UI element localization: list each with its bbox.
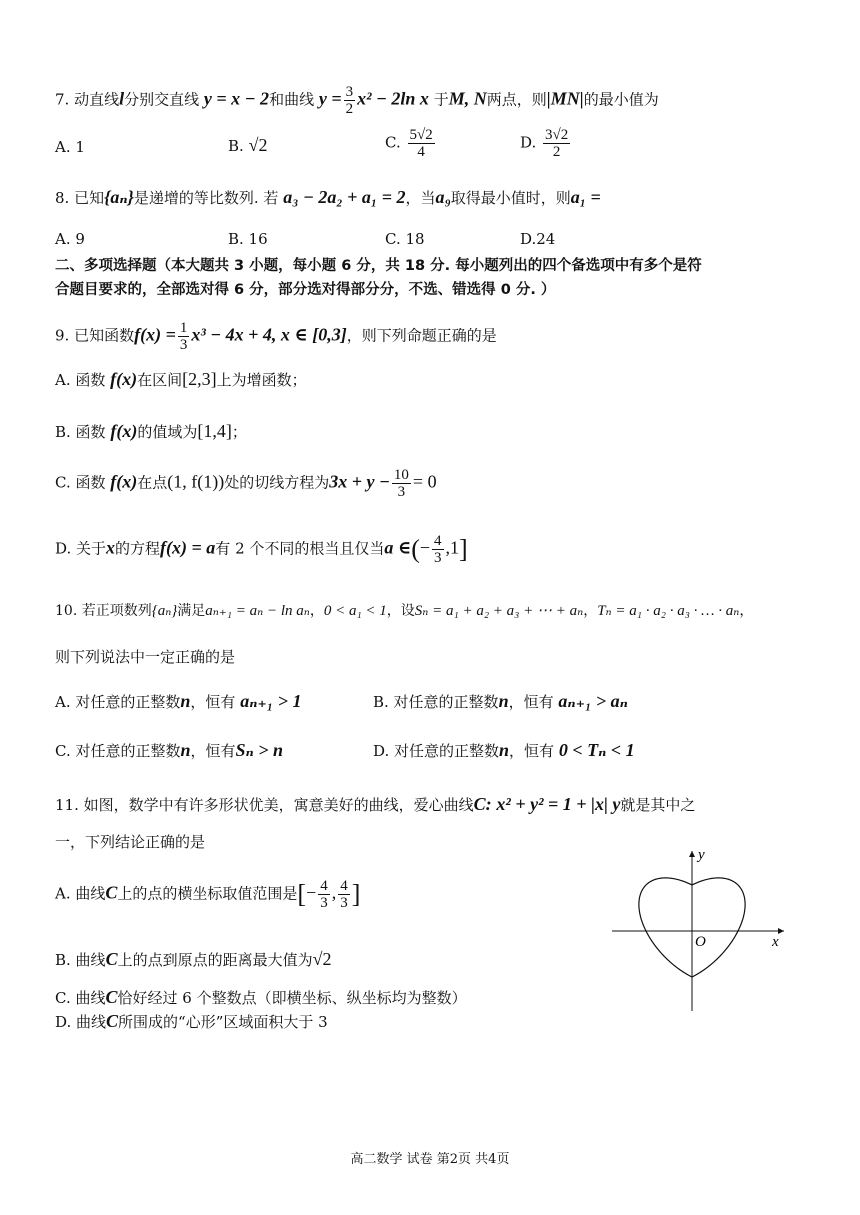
q7-option-a: A. 1 [55,138,85,156]
q11-option-c: C. 曲线C恰好经过 6 个整数点（即横坐标、纵坐标均为整数） [55,987,467,1007]
q10-option-c: C. 对任意的正整数n，恒有Sₙ > n [55,740,284,760]
q8-option-a: A. 9 [55,230,85,248]
q9-option-b: B. 函数 f(x)的值域为[1,4]； [55,421,247,441]
origin-label: O [695,934,706,950]
page-footer: 高二数学 试卷 第2页 共4页 [350,1152,510,1167]
q9-option-d: D. 关于x的方程f(x) = a有 2 个不同的根当且仅当a ∈(− $\frac{4}{3}$ ,1] [55,533,468,566]
q11-option-d: D. 曲线C所围成的“心形”区域面积大于 3 [55,1011,328,1031]
q10-line2: 则下列说法中一定正确的是 [55,648,236,666]
q10-stem: 10. 若正项数列{aₙ}满足aₙ₊₁ = aₙ − ln aₙ，0 < a₁ < 1，设Sₙ = a₁ + a₂ + a₃ + ⋯ + aₙ，Tₙ = a₁ · a₂ · a₃ · … · aₙ， [55,603,754,619]
q8-option-d: D.24 [520,230,556,248]
q8-option-b: B. 16 [228,230,268,248]
q7-frac-three-halves: $\frac{3}{2}$ [345,84,354,117]
q10-option-d: D. 对任意的正整数n，恒有 0 < Tₙ < 1 [373,740,635,760]
q8-stem: 8. 已知{aₙ}是递增的等比数列. 若 a₃ − 2a₂ + a₁ = 2，当a₉取得最小值时，则a₁ = [55,187,601,207]
x-axis-label: x [772,934,779,950]
q7-option-c: C. $\frac{5√2}{4}$ [385,127,433,160]
q11-option-a: A. 曲线C上的点的横坐标取值范围是[− $\frac{4}{3}$ , $\frac{4}{3}$ ] [55,878,361,911]
section2-heading-line2: 合题目要求的，全部选对得 6 分，部分选对得部分分，不选、错选得 0 分. ） [55,282,556,298]
q8-option-c: C. 18 [385,230,425,248]
q7-option-b: B. √2 [228,135,268,155]
q9-option-c: C. 函数 f(x)在点(1, f(1))处的切线方程为3x + y − $\frac{10}{3}$ = 0 [55,467,437,500]
heart-curve-figure [612,845,802,1015]
q7-option-d: D. $\frac{3√2}{2}$ [520,127,569,160]
q11-stem: 11. 如图，数学中有许多形状优美，寓意美好的曲线，爱心曲线C: x² + y² = 1 + |x| y就是其中之 [55,794,696,814]
q11-option-b: B. 曲线C上的点到原点的距离最大值为√2 [55,949,332,969]
y-axis-label: y [698,847,705,863]
q10-option-a: A. 对任意的正整数n，恒有 aₙ₊₁ > 1 [55,691,302,711]
section2-heading-line1: 二、多项选择题（本大题共 3 小题，每小题 6 分，共 18 分. 每小题列出的四个备选项中有多个是符 [55,258,702,274]
q9-option-a: A. 函数 f(x)在区间[2,3]上为增函数； [55,369,307,389]
q9-stem: 9. 已知函数f(x) = $\frac{1}{3}$ x³ − 4x + 4, x ∈ [0,3]，则下列命题正确的是 [55,320,497,353]
q7-stem: 7. 动直线l分别交直线 y = x − 2和曲线 y = $\frac{3}{2}$ x² − 2ln x 于M, N两点，则|MN|的最小值为 [55,84,659,117]
q11-line2: 一，下列结论正确的是 [55,833,206,851]
q10-option-b: B. 对任意的正整数n，恒有 aₙ₊₁ > aₙ [373,691,628,711]
